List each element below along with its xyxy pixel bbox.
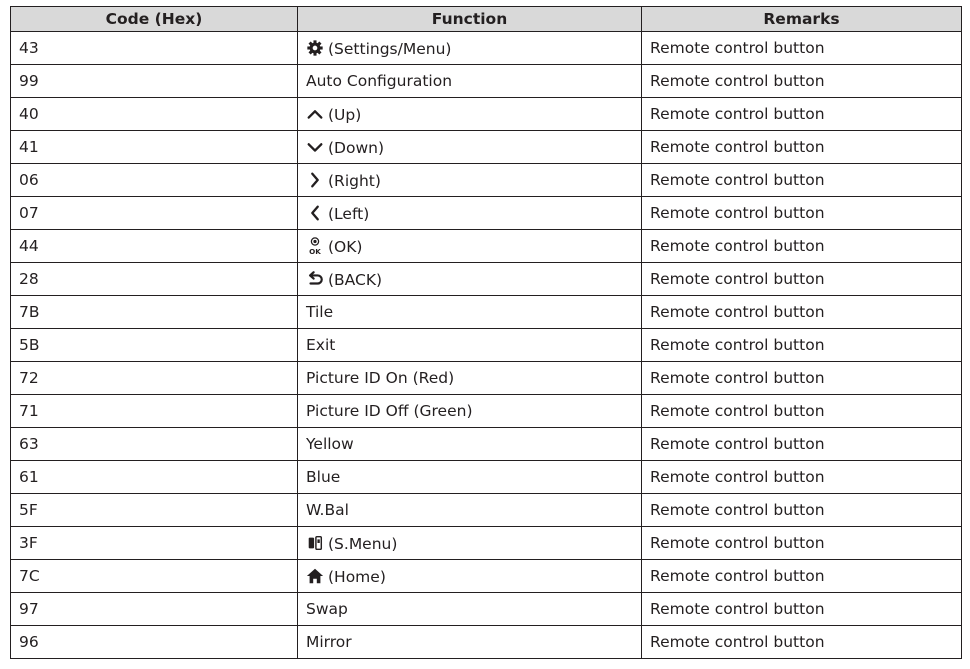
table-row <box>11 98 962 131</box>
code-cell: 7B <box>11 296 298 329</box>
table-row <box>11 494 962 527</box>
function-label: (Left) <box>328 204 370 223</box>
function-cell <box>298 98 642 131</box>
code-cell: 41 <box>11 131 298 164</box>
function-label: Picture ID On (Red) <box>306 369 455 387</box>
function-label: Blue <box>306 468 341 486</box>
function-label: (Settings/Menu) <box>328 39 452 58</box>
function-label: Exit <box>306 336 336 354</box>
table-row <box>11 32 962 65</box>
table-row <box>11 329 962 362</box>
table-row <box>11 164 962 197</box>
chevron-left-icon <box>306 204 324 222</box>
function-cell <box>298 395 642 428</box>
remarks-cell: Remote control button <box>642 593 962 626</box>
remarks-cell: Remote control button <box>642 164 962 197</box>
remarks-cell: Remote control button <box>642 329 962 362</box>
table-row <box>11 263 962 296</box>
svg-text:OK: OK <box>309 246 321 255</box>
remarks-cell: Remote control button <box>642 395 962 428</box>
code-cell: 44 <box>11 230 298 263</box>
code-cell: 5F <box>11 494 298 527</box>
back-arrow-icon <box>306 270 324 288</box>
function-cell <box>298 494 642 527</box>
remarks-cell: Remote control button <box>642 131 962 164</box>
remarks-cell: Remote control button <box>642 362 962 395</box>
remarks-cell: Remote control button <box>642 560 962 593</box>
code-cell: 7C <box>11 560 298 593</box>
smenu-icon <box>306 534 324 552</box>
function-label: Mirror <box>306 633 352 651</box>
function-cell <box>298 263 642 296</box>
table-row <box>11 461 962 494</box>
header-remarks: Remarks <box>642 7 962 32</box>
function-label: Picture ID Off (Green) <box>306 402 473 420</box>
header-function: Function <box>298 7 642 32</box>
table-row <box>11 362 962 395</box>
ok-icon <box>306 237 324 255</box>
function-label: Auto Configuration <box>306 72 453 90</box>
table-row <box>11 131 962 164</box>
code-cell: 07 <box>11 197 298 230</box>
function-label: (Down) <box>328 138 385 157</box>
code-cell: 40 <box>11 98 298 131</box>
remarks-cell: Remote control button <box>642 527 962 560</box>
remarks-cell: Remote control button <box>642 65 962 98</box>
command-code-table <box>10 6 962 659</box>
function-cell <box>298 164 642 197</box>
remarks-cell: Remote control button <box>642 626 962 659</box>
table-row <box>11 428 962 461</box>
table-row <box>11 230 962 263</box>
table-row <box>11 626 962 659</box>
code-cell: 96 <box>11 626 298 659</box>
code-cell: 43 <box>11 32 298 65</box>
function-cell <box>298 593 642 626</box>
function-label: Yellow <box>306 435 354 453</box>
table-row <box>11 593 962 626</box>
table-header-row <box>11 7 962 32</box>
function-label: Swap <box>306 600 348 618</box>
function-label: (S.Menu) <box>328 534 398 553</box>
function-cell <box>298 362 642 395</box>
chevron-right-icon <box>306 171 324 189</box>
remarks-cell: Remote control button <box>642 428 962 461</box>
code-cell: 5B <box>11 329 298 362</box>
function-label: (Up) <box>328 105 362 124</box>
table-row <box>11 197 962 230</box>
function-cell <box>298 32 642 65</box>
remarks-cell: Remote control button <box>642 98 962 131</box>
function-cell <box>298 197 642 230</box>
chevron-down-icon <box>306 138 324 156</box>
remarks-cell: Remote control button <box>642 296 962 329</box>
function-cell <box>298 230 642 263</box>
code-cell: 3F <box>11 527 298 560</box>
remarks-cell: Remote control button <box>642 32 962 65</box>
function-label: (BACK) <box>328 270 383 289</box>
table-row <box>11 395 962 428</box>
chevron-up-icon <box>306 105 324 123</box>
table-row <box>11 560 962 593</box>
function-cell <box>298 131 642 164</box>
header-code: Code (Hex) <box>11 7 298 32</box>
code-cell: 71 <box>11 395 298 428</box>
function-label: Tile <box>306 303 334 321</box>
remarks-cell: Remote control button <box>642 494 962 527</box>
code-cell: 97 <box>11 593 298 626</box>
remarks-cell: Remote control button <box>642 461 962 494</box>
code-cell: 06 <box>11 164 298 197</box>
function-cell <box>298 560 642 593</box>
function-label: (Right) <box>328 171 381 190</box>
home-icon <box>306 567 324 585</box>
function-cell <box>298 626 642 659</box>
function-cell <box>298 65 642 98</box>
function-cell <box>298 428 642 461</box>
code-cell: 63 <box>11 428 298 461</box>
function-cell <box>298 296 642 329</box>
code-cell: 28 <box>11 263 298 296</box>
function-label: W.Bal <box>306 501 349 519</box>
function-label: (Home) <box>328 567 386 586</box>
table-row <box>11 296 962 329</box>
function-cell <box>298 527 642 560</box>
code-cell: 99 <box>11 65 298 98</box>
table-row <box>11 527 962 560</box>
function-label: (OK) <box>328 237 363 256</box>
function-cell <box>298 329 642 362</box>
code-cell: 72 <box>11 362 298 395</box>
function-cell <box>298 461 642 494</box>
code-cell: 61 <box>11 461 298 494</box>
remarks-cell: Remote control button <box>642 197 962 230</box>
gear-icon <box>306 39 324 57</box>
table-row <box>11 65 962 98</box>
remarks-cell: Remote control button <box>642 230 962 263</box>
remarks-cell: Remote control button <box>642 263 962 296</box>
